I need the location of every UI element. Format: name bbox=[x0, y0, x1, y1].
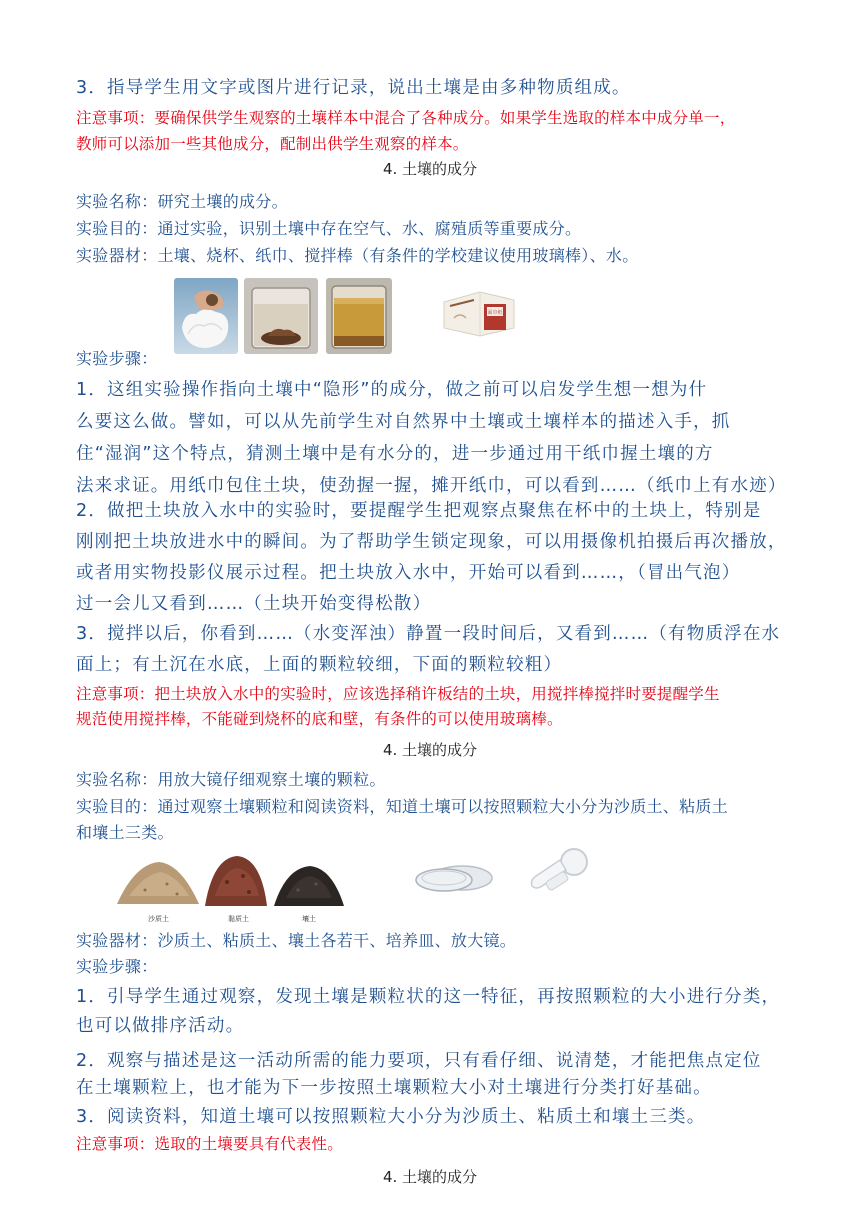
steps-title: 实验步骤： bbox=[76, 957, 158, 976]
steps-title: 实验步骤： bbox=[76, 349, 158, 368]
experiment-purpose-line-2: 和壤土三类。 bbox=[76, 823, 174, 842]
beaker-muddy-water-photo bbox=[326, 278, 392, 354]
step-3-text: 3．指导学生用文字或图片进行记录，说出土壤是由多种物质组成。 bbox=[76, 78, 631, 98]
note-text: 注意事项：选取的土壤要具有代表性。 bbox=[76, 1135, 343, 1153]
experiment-materials: 实验器材：沙质土、粘质土、壤土各若干、培养皿、放大镜。 bbox=[76, 931, 517, 950]
experiment-purpose-line-1: 实验目的：通过观察土壤颗粒和阅读资料，知道土壤可以按照颗粒大小分为沙质土、粘质土 bbox=[76, 797, 729, 816]
experiment-materials: 实验器材：土壤、烧杯、纸巾、搅拌棒（有条件的学校建议使用玻璃棒）、水。 bbox=[76, 246, 639, 265]
step-1-line-3: 住“湿润”这个特点，猜测土壤中是有水分的，进一步通过用干纸巾握土壤的方 bbox=[76, 444, 714, 464]
step-1-line-4: 法来求证。用纸巾包住土块，使劲握一握，摊开纸巾，可以看到……（纸巾上有水迹） bbox=[76, 476, 787, 496]
tissue-box-label: 面巾纸 bbox=[487, 310, 503, 316]
step-3-line-1: 3．搅拌以后，你看到……（水变浑浊）静置一段时间后，又看到……（有物质浮在水 bbox=[76, 624, 781, 644]
step-1-line-2: 么要这么做。譬如，可以从先前学生对自然界中土壤或土壤样本的描述入手，抓 bbox=[76, 412, 731, 432]
magnifier-photo bbox=[526, 846, 602, 896]
beaker-soil-in-water-photo bbox=[244, 278, 318, 354]
petri-dish-photo bbox=[412, 856, 494, 896]
experiment-name: 实验名称：研究土壤的成分。 bbox=[76, 192, 288, 211]
hand-with-tissue-photo bbox=[174, 278, 238, 354]
section-heading: 4. 土壤的成分 bbox=[382, 160, 478, 178]
clay-soil-photo bbox=[203, 852, 269, 910]
tissue-box-photo bbox=[440, 288, 518, 338]
step-1-line-1: 1．引导学生通过观察，发现土壤是颗粒状的这一特征，再按照颗粒的大小进行分类， bbox=[76, 987, 781, 1007]
loam-soil-photo bbox=[272, 860, 346, 910]
step-2-line-3: 或者用实物投影仪展示过程。把土块放入水中，开始可以看到……，（冒出气泡） bbox=[76, 563, 741, 583]
step-3-text: 3．阅读资料，知道土壤可以按照颗粒大小分为沙质土、粘质土和壤土三类。 bbox=[76, 1107, 706, 1127]
note-line-2: 规范使用搅拌棒，不能碰到烧杯的底和壁，有条件的可以使用玻璃棒。 bbox=[76, 710, 563, 728]
step-1-line-2: 也可以做排序活动。 bbox=[76, 1016, 245, 1036]
step-2-line-1: 2．观察与描述是这一活动所需的能力要项，只有看仔细、说清楚，才能把焦点定位 bbox=[76, 1051, 762, 1071]
step-2-line-4: 过一会儿又看到……（土块开始变得松散） bbox=[76, 594, 432, 614]
note-text-line-2: 教师可以添加一些其他成分，配制出供学生观察的样本。 bbox=[76, 135, 469, 153]
step-3-line-2: 面上；有土沉在水底，上面的颗粒较细，下面的颗粒较粗） bbox=[76, 655, 563, 675]
step-1-line-1: 1．这组实验操作指向土壤中“隐形”的成分，做之前可以启发学生想一想为什 bbox=[76, 380, 708, 400]
note-text-line-1: 注意事项：要确保供学生观察的土壤样本中混合了各种成分。如果学生选取的样本中成分单一， bbox=[76, 109, 736, 127]
experiment-name: 实验名称：用放大镜仔细观察土壤的颗粒。 bbox=[76, 770, 386, 789]
note-line-1: 注意事项：把土块放入水中的实验时，应该选择稍许板结的土块，用搅拌棒搅拌时要提醒学生 bbox=[76, 685, 720, 703]
sandy-soil-caption: 沙质土 bbox=[148, 915, 169, 923]
clay-soil-caption: 黏质土 bbox=[228, 915, 249, 923]
section-heading: 4. 土壤的成分 bbox=[382, 1168, 478, 1186]
step-2-line-1: 2．做把土块放入水中的实验时，要提醒学生把观察点聚焦在杯中的土块上，特别是 bbox=[76, 501, 762, 521]
loam-soil-caption: 壤土 bbox=[302, 915, 316, 923]
experiment-purpose: 实验目的：通过实验，识别土壤中存在空气、水、腐殖质等重要成分。 bbox=[76, 219, 582, 238]
section-heading: 4. 土壤的成分 bbox=[382, 741, 478, 759]
step-2-line-2: 在土壤颗粒上，也才能为下一步按照土壤颗粒大小对土壤进行分类打好基础。 bbox=[76, 1078, 712, 1098]
sandy-soil-photo bbox=[115, 856, 201, 908]
step-2-line-2: 刚刚把土块放进水中的瞬间。为了帮助学生锁定现象，可以用摄像机拍摄后再次播放， bbox=[76, 532, 787, 552]
